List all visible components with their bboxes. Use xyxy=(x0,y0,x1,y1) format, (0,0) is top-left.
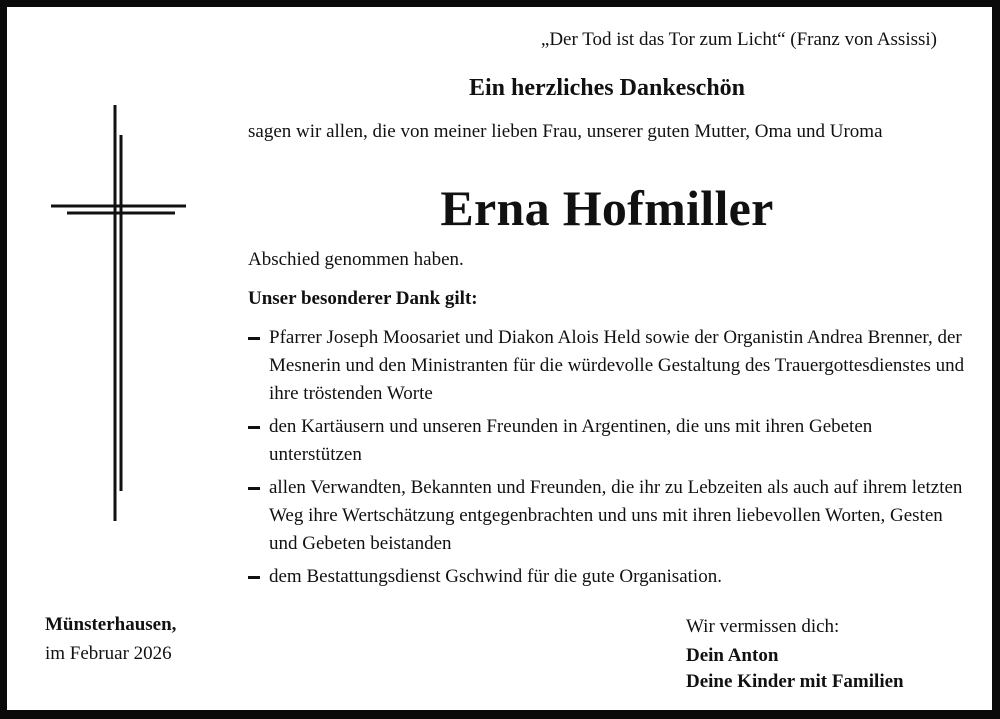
farewell-text: Abschied genommen haben. xyxy=(248,249,464,270)
intro-text: sagen wir allen, die von meiner lieben Frau, unserer guten Mutter, Oma und Uroma xyxy=(248,121,883,142)
list-item xyxy=(248,563,968,591)
signature-family: Deine Kinder mit Familien xyxy=(686,671,904,692)
list-item xyxy=(248,324,968,408)
obituary-card xyxy=(7,7,992,710)
thanks-heading: Ein herzliches Dankeschön xyxy=(468,75,746,101)
signature-anton: Dein Anton xyxy=(686,645,779,666)
list-item-text: allen Verwandten, Bekannten und Freunden, die ihr zu Lebzeiten als auch auf ihrem letzten Weg ihre Wertschätzung entgegenbrachten und uns mit ihren liebevollen Worten, Gesten und Gebeten beistanden xyxy=(269,477,963,554)
list-item-text: Pfarrer Joseph Moosariet und Diakon Alois Held sowie der Organistin Andrea Brenner, der Mesnerin und den Ministranten für die würdevolle Gestaltung des Trauergottesdienstes und ihre tröstenden Worte xyxy=(269,327,965,404)
list-item-text: dem Bestattungsdienst Gschwind für die gute Organisation. xyxy=(269,566,722,587)
miss-line: Wir vermissen dich: xyxy=(686,616,840,637)
list-item xyxy=(248,474,968,558)
cross-icon xyxy=(51,105,201,535)
deceased-name: Erna Hofmiller xyxy=(440,180,774,236)
list-item xyxy=(248,413,968,469)
special-thanks-label: Unser besonderer Dank gilt: xyxy=(248,288,478,309)
dash-bullet-icon xyxy=(248,487,260,490)
dash-bullet-icon xyxy=(248,426,260,429)
dash-bullet-icon xyxy=(248,337,260,340)
epigraph-quote: „Der Tod ist das Tor zum Licht“ (Franz von Assissi) xyxy=(540,29,937,50)
thanks-list xyxy=(248,324,968,596)
date: im Februar 2026 xyxy=(45,643,172,664)
dash-bullet-icon xyxy=(248,576,260,579)
list-item-text: den Kartäusern und unseren Freunden in Argentinen, die uns mit ihren Gebeten unterstützen xyxy=(269,416,873,465)
place: Münsterhausen, xyxy=(45,614,177,635)
